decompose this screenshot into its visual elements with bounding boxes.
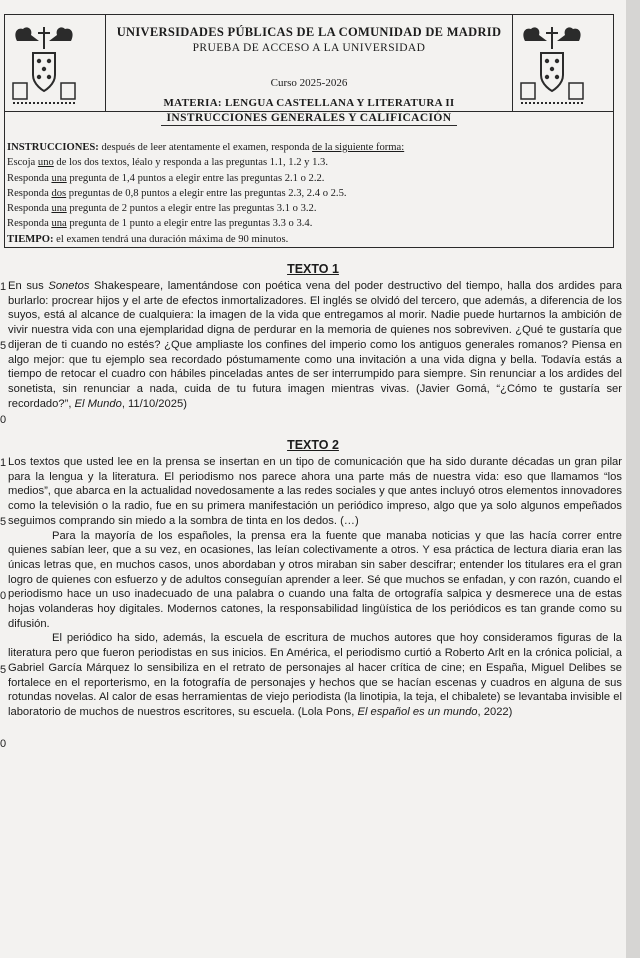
instructions-intro-underlined: de la siguiente forma: [312,142,405,153]
texto-1-paragraph: En sus Sonetos Shakespeare, lamentándose con poética vena del poder destructivo del tiempo, halla dos ardides para burlarlo: procrear hijos y el arte de efectos inmortalizadores. El inglés se olvidó del tercero, que además, a diferencia de los suyos, está al alcance de cualquiera: la imagen de la vida que entregamos al morir. Nadie puede hurtarnos la ambición de vivir nuestra vida con una ejemplaridad digna de perdurar en la memoria de quienes nos sobreviven. ¿Qué te gustaría que dijeran de ti cuando no estés? ¿Que ampliaste los confines del imperio como los antiguos generales romanos? Piensa en algo mejor: que tu ejemplo sea recordado póstumamente como una invitación a una vida digna y bella. Todavía estás a tiempo de retocar el cuadro con hábiles pinceladas antes de ser interrumpido para siempre. Sin renunciar a los ardides del sonetista, sin renunciar a nada, cuida de tu futura imagen mientras vivas. (Javier Gomá, “¿Cómo te gustaría ser recordado?”, El Mundo, 11/10/2025) [8,280,622,410]
instruction-line: Responda dos preguntas de 0,8 puntos a elegir entre las preguntas 2.3, 2.4 o 2.5. [7,187,347,199]
line-number: 1 [0,281,7,293]
time-text: el examen tendrá una duración máxima de 90 minutos. [53,233,289,245]
instructions-title: INSTRUCCIONES GENERALES Y CALIFICACIÓN [161,112,457,126]
header-divider-right [512,15,513,111]
instructions-box [4,111,614,248]
exam-header [4,14,614,112]
line-number: 0 [0,414,7,426]
texto-2-paragraph: Los textos que usted lee en la prensa se insertan en un tipo de comunicación que ha sido durante décadas un gran pilar para la lengua y la literatura. El periodismo nos parece ahora una parte más de nuestra vida: eso que llamamos “los medios”, que abarca en la actualidad novedosamente a las redes sociales y que antes incluyó otros elementos innovadores como la televisión o la radio, fue en su primera manifestación un periódico impreso, algo que ya solo algunos empeñados seguimos comprando sin miedo a la sombra de tinta en los dedos. (…) [8,456,622,527]
course-year: Curso 2025-2026 [270,77,348,89]
line-number: 5 [0,340,7,352]
texto-2-body [8,455,622,720]
texto-1-title: TEXTO 1 [287,262,339,276]
texto-2-paragraph: Para la mayoría de los españoles, la prensa era la fuente que manaba noticias y que las hacía correr entre quienes sabían leer, que a su vez, en ocasiones, las leían colectivamente a otros. Y esa práctica de lectura diaria eran las únicas letras que, en muchos casos, unos abordaban y otros miraban sin saber descifrar; entender los titulares era el gran logro de quienes con esfuerzo y de adultos conseguían aprender a leer. Sé que muchos se enfadan, y con razón, cuando el periodismo hace un uso inadecuado de una palabra o cuando una falta de ortografía salpica y desmerece una de estas hojas volanderas hoy digitales. Modernos catones, la responsabilidad lingüística de los periódicos es tan grande como su difusión. [8,529,622,630]
instructions-label: INSTRUCCIONES: [7,142,99,153]
texto-2-title: TEXTO 2 [287,438,339,452]
texto-2-paragraph: El periódico ha sido, además, la escuela de escritura de muchos autores que hoy consideramos figuras de la literatura pero que fueron periodistas en sus inicios. En América, el periodismo curtió a Roberto Arlt en la crónica policial, a Gabriel García Márquez lo sensibiliza en el retrato de personajes al hacer crítica de cine; en España, Miguel Delibes se fortalece en el reporterismo, en la fotografía de personajes y hechos que se hacían escenas y cuadros en alguna de sus rotundas novelas. Al calor de esas herramientas de viejo periodista (la linotipia, la teja, el chibalete) se levantaba invisible el laboratorio de muchos de nuestros escritores, su escuela. (Lola Pons, El español es un mundo, 2022) [8,632,622,718]
university-crest-icon [9,19,79,109]
texto-1-body [8,279,622,411]
time-label: TIEMPO: [7,233,54,245]
instruction-line: Responda una pregunta de 1 punto a elegir entre las preguntas 3.3 o 3.4. [7,218,313,230]
line-number: 0 [0,738,7,750]
exam-name: PRUEBA DE ACCESO A LA UNIVERSIDAD [192,42,426,54]
university-crest-icon [517,19,587,109]
line-number: 1 [0,457,7,469]
instructions-intro [7,140,609,155]
instruction-line: Escoja uno de los dos textos, léalo y responda a las preguntas 1.1, 1.2 y 1.3. [7,157,328,169]
line-number: 5 [0,664,7,676]
instruction-line: Responda una pregunta de 2 puntos a elegir entre las preguntas 3.1 o 3.2. [7,203,317,215]
time-limit [7,232,609,247]
instruction-line: Responda una pregunta de 1,4 puntos a elegir entre las preguntas 2.1 o 2.2. [7,172,325,184]
instructions-list [7,140,609,247]
line-number: 5 [0,516,7,528]
line-number: 0 [0,590,7,602]
subject-title: MATERIA: LENGUA CASTELLANA Y LITERATURA II [163,97,455,109]
page-edge [626,0,640,958]
university-name: UNIVERSIDADES PÚBLICAS DE LA COMUNIDAD DE MADRID [116,25,502,39]
instructions-intro-text: después de leer atentamente el examen, responda [98,142,313,153]
